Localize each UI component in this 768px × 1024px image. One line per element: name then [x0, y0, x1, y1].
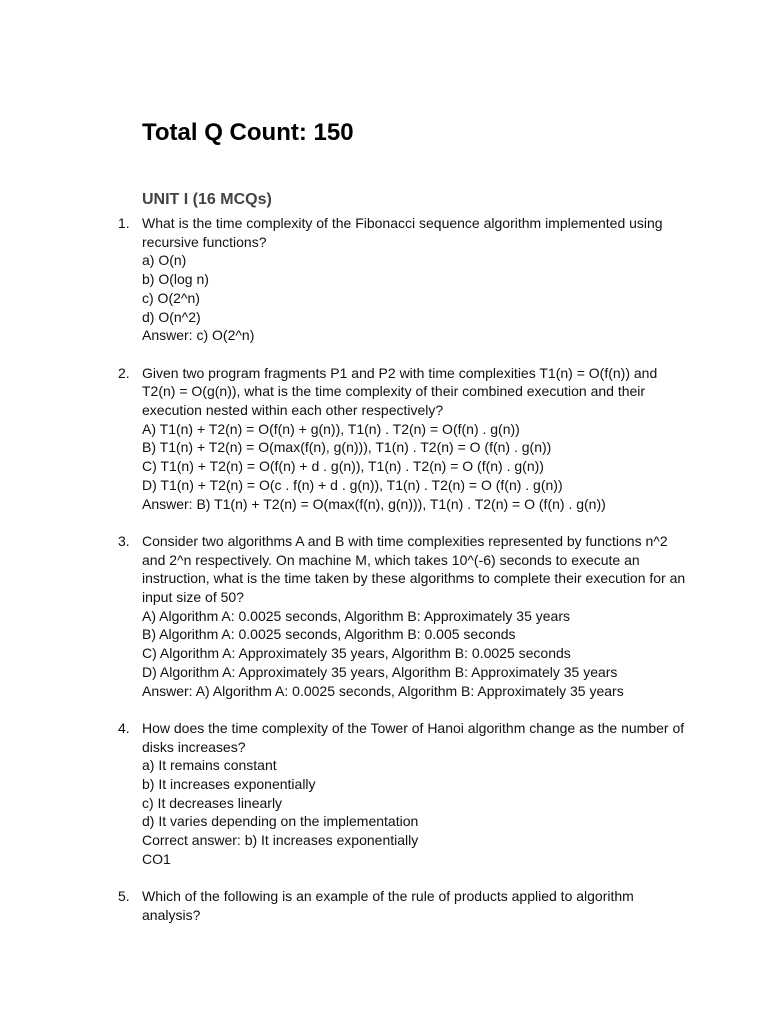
question-line: Answer: B) T1(n) + T2(n) = O(max(f(n), g(n))), T1(n) . T2(n) = O (f(n) . g(n))	[142, 495, 606, 512]
page-title: Total Q Count: 150	[142, 119, 354, 146]
question-item	[0, 364, 768, 514]
question-number: 1.	[118, 215, 130, 231]
question-line: d) O(n^2)	[142, 308, 201, 325]
question-line: Answer: A) Algorithm A: 0.0025 seconds, Algorithm B: Approximately 35 years	[142, 682, 624, 699]
question-line: D) T1(n) + T2(n) = O(c . f(n) + d . g(n)), T1(n) . T2(n) = O (f(n) . g(n))	[142, 476, 563, 493]
question-number: 4.	[118, 719, 130, 736]
question-line: Correct answer: b) It increases exponentially	[142, 832, 419, 849]
question-body	[142, 719, 687, 869]
question-line: b) O(log n)	[142, 271, 209, 288]
question-line: A) Algorithm A: 0.0025 seconds, Algorithm B: Approximately 35 years	[142, 607, 570, 624]
question-line: B) Algorithm A: 0.0025 seconds, Algorithm B: 0.005 seconds	[142, 626, 516, 643]
question-line: Answer: c) O(2^n)	[142, 327, 255, 344]
question-text: Given two program fragments P1 and P2 with time complexities T1(n) = O(f(n)) and T2(n) = O(g(n)), what is the time complexity of their combined execution and their execution nested within each other respectively?	[142, 364, 658, 419]
question-line: a) O(n)	[142, 252, 187, 269]
question-list	[0, 214, 768, 943]
question-item	[0, 887, 768, 924]
question-number: 3.	[118, 532, 130, 549]
question-body	[142, 214, 687, 345]
question-line: b) It increases exponentially	[142, 776, 316, 793]
question-line: c) It decreases linearly	[142, 794, 283, 811]
question-line: c) O(2^n)	[142, 289, 200, 306]
question-line: C) Algorithm A: Approximately 35 years, Algorithm B: 0.0025 seconds	[142, 645, 571, 662]
question-body	[142, 532, 687, 700]
question-number: 5.	[118, 888, 130, 905]
question-line: d) It varies depending on the implementation	[142, 813, 419, 830]
question-number: 2.	[118, 364, 130, 381]
question-line: A) T1(n) + T2(n) = O(f(n) + g(n)), T1(n) . T2(n) = O(f(n) . g(n))	[142, 420, 520, 437]
question-line: B) T1(n) + T2(n) = O(max(f(n), g(n))), T1(n) . T2(n) = O (f(n) . g(n))	[142, 439, 552, 456]
question-line: CO1	[142, 850, 171, 867]
question-text: What is the time complexity of the Fibonacci sequence algorithm implemented using recursive functions?	[142, 215, 663, 250]
question-item	[0, 214, 768, 345]
question-item	[0, 719, 768, 869]
question-line: a) It remains constant	[142, 757, 277, 774]
unit-heading: UNIT I (16 MCQs)	[142, 191, 272, 208]
question-line: C) T1(n) + T2(n) = O(f(n) + d . g(n)), T1(n) . T2(n) = O (f(n) . g(n))	[142, 458, 544, 475]
question-text: Consider two algorithms A and B with time complexities represented by functions n^2 and 2^n respectively. On machine M, which takes 10^(-6) seconds to execute an instruction, what is the time taken by these algorithms to complete their execution for an input size of 50?	[142, 532, 686, 606]
question-text: Which of the following is an example of the rule of products applied to algorithm analysis?	[142, 888, 634, 923]
question-body	[142, 887, 687, 924]
question-line: D) Algorithm A: Approximately 35 years, Algorithm B: Approximately 35 years	[142, 663, 618, 680]
question-text: How does the time complexity of the Tower of Hanoi algorithm change as the number of disks increases?	[142, 719, 685, 755]
question-item	[0, 532, 768, 700]
question-body	[142, 364, 687, 514]
